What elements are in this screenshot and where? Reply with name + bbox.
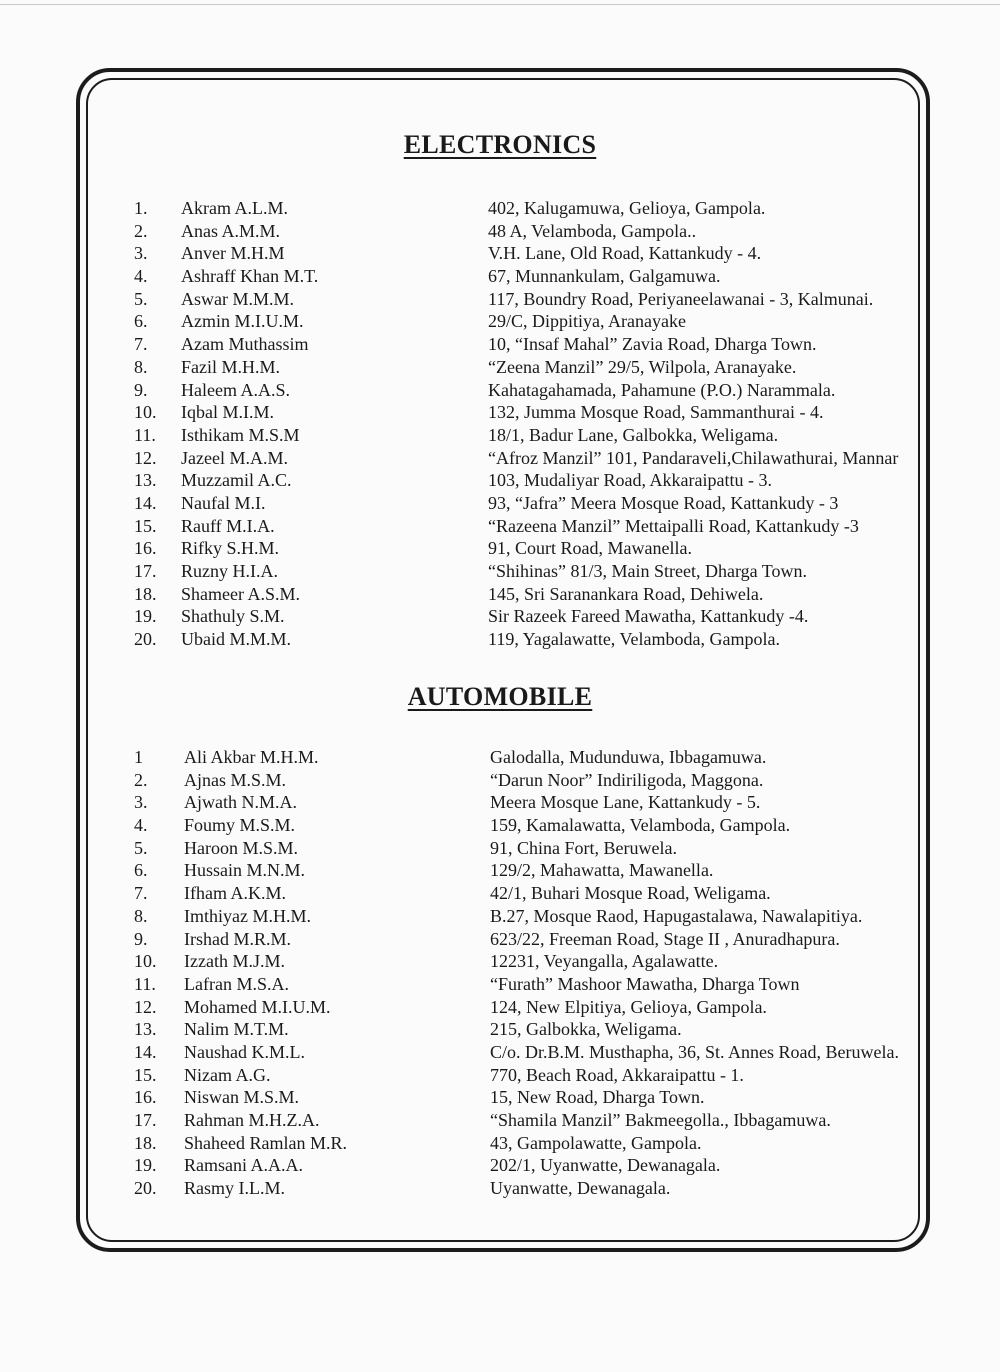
list-item <box>0 356 1000 379</box>
list-item <box>0 537 1000 560</box>
list-item-number: 11. <box>134 973 156 994</box>
list-item-address: 29/C, Dippitiya, Aranayake <box>488 311 686 332</box>
list-item-number: 1. <box>134 198 148 218</box>
list-item <box>0 197 1000 220</box>
list-item-address: 132, Jumma Mosque Road, Sammanthurai - 4. <box>488 402 824 423</box>
list-item-name: Nalim M.T.M. <box>184 1019 289 1040</box>
list-item <box>0 605 1000 628</box>
list-item <box>0 996 1000 1019</box>
list-item-number: 20. <box>134 1178 157 1199</box>
list-item-address: 43, Gampolawatte, Gampola. <box>490 1132 702 1153</box>
list-item-address: C/o. Dr.B.M. Musthapha, 36, St. Annes Road, Beruwela. <box>490 1041 899 1062</box>
list-item-number: 12. <box>134 996 157 1017</box>
electronics-list <box>0 197 1000 651</box>
list-item-address: Galodalla, Mudunduwa, Ibbagamuwa. <box>490 747 767 767</box>
list-item-address: “Afroz Manzil” 101, Pandaraveli,Chilawathurai, Mannar <box>488 447 899 468</box>
list-item-address: V.H. Lane, Old Road, Kattankudy - 4. <box>488 243 762 264</box>
list-item-number: 10. <box>134 402 157 423</box>
list-item-address: B.27, Mosque Raod, Hapugastalawa, Nawalapitiya. <box>490 905 863 926</box>
list-item-number: 2. <box>134 220 148 241</box>
list-item-name: Azam Muthassim <box>181 334 309 355</box>
list-item <box>0 1132 1000 1155</box>
list-item-address: “Darun Noor” Indiriligoda, Maggona. <box>490 769 764 790</box>
list-item-name: Imthiyaz M.H.M. <box>184 905 311 926</box>
list-item-name: Ifham A.K.M. <box>184 883 286 904</box>
list-item <box>0 379 1000 402</box>
list-item-name: Hussain M.N.M. <box>184 860 306 881</box>
list-item-address: “Razeena Manzil” Mettaipalli Road, Kattankudy -3 <box>488 515 859 536</box>
list-item-name: Shameer A.S.M. <box>181 583 300 604</box>
list-item <box>0 1177 1000 1200</box>
list-item-number: 12. <box>134 447 157 468</box>
list-item <box>0 515 1000 538</box>
list-item-number: 10. <box>134 951 157 972</box>
list-item-name: Anas A.M.M. <box>181 220 281 241</box>
list-item-name: Isthikam M.S.M <box>181 424 300 445</box>
list-item-number: 16. <box>134 538 157 559</box>
list-item <box>0 583 1000 606</box>
list-item-address: 91, Court Road, Mawanella. <box>488 538 692 559</box>
list-item-name: Foumy M.S.M. <box>184 815 296 836</box>
list-item <box>0 1018 1000 1041</box>
list-item-name: Aswar M.M.M. <box>181 288 295 309</box>
list-item <box>0 905 1000 928</box>
list-item-number: 9. <box>134 928 148 949</box>
list-item <box>0 814 1000 837</box>
list-item-number: 8. <box>134 356 148 377</box>
list-item-name: Irshad M.R.M. <box>184 928 291 949</box>
list-item-number: 16. <box>134 1087 157 1108</box>
section-heading-automobile: AUTOMOBILE <box>407 682 593 711</box>
list-item-address: Uyanwatte, Dewanagala. <box>490 1178 671 1199</box>
list-item <box>0 859 1000 882</box>
list-item-number: 6. <box>134 860 148 881</box>
list-item-address: 42/1, Buhari Mosque Road, Weligama. <box>490 883 771 904</box>
list-item-address: 770, Beach Road, Akkaraipattu - 1. <box>490 1064 744 1085</box>
list-item-address: 402, Kalugamuwa, Gelioya, Gampola. <box>488 198 766 218</box>
list-item-address: 12231, Veyangalla, Agalawatte. <box>490 951 719 972</box>
list-item <box>0 1064 1000 1087</box>
list-item-number: 14. <box>134 492 157 513</box>
list-item-address: Sir Razeek Fareed Mawatha, Kattankudy -4. <box>488 606 809 627</box>
list-item-number: 3. <box>134 792 148 813</box>
list-item-name: Haroon M.S.M. <box>184 837 299 858</box>
list-item-address: 159, Kamalawatta, Velamboda, Gampola. <box>490 815 791 836</box>
list-item <box>0 265 1000 288</box>
list-item-address: 117, Boundry Road, Periyaneelawanai - 3, Kalmunai. <box>488 288 874 309</box>
list-item-name: Niswan M.S.M. <box>184 1087 300 1108</box>
list-item-name: Nizam A.G. <box>184 1064 271 1085</box>
list-item-number: 4. <box>134 815 148 836</box>
list-item-address: Meera Mosque Lane, Kattankudy - 5. <box>490 792 761 813</box>
list-item <box>0 447 1000 470</box>
list-item-address: 15, New Road, Dharga Town. <box>490 1087 705 1108</box>
list-item <box>0 928 1000 951</box>
list-item-address: 124, New Elpitiya, Gelioya, Gampola. <box>490 996 767 1017</box>
list-item-name: Haleem A.A.S. <box>181 379 290 400</box>
list-item <box>0 1041 1000 1064</box>
list-item <box>0 310 1000 333</box>
list-item <box>0 769 1000 792</box>
list-item-name: Lafran M.S.A. <box>184 973 289 994</box>
list-item-name: Rauff M.I.A. <box>181 515 275 536</box>
list-item-name: Mohamed M.I.U.M. <box>184 996 331 1017</box>
list-item-number: 19. <box>134 606 157 627</box>
list-item-address: “Shamila Manzil” Bakmeegolla., Ibbagamuwa. <box>490 1110 831 1130</box>
list-item-number: 2. <box>134 769 148 790</box>
list-item <box>0 242 1000 265</box>
list-item <box>0 1086 1000 1109</box>
list-item-address: 623/22, Freeman Road, Stage II , Anuradhapura. <box>490 928 840 949</box>
list-item-address: 48 A, Velamboda, Gampola.. <box>488 220 697 241</box>
list-item-name: Akram A.L.M. <box>181 198 288 218</box>
list-item-number: 19. <box>134 1155 157 1176</box>
list-item <box>0 424 1000 447</box>
list-item-name: Ubaid M.M.M. <box>181 629 292 650</box>
list-item-name: Fazil M.H.M. <box>181 356 280 377</box>
list-item-name: Ruzny H.I.A. <box>181 561 278 581</box>
list-item-name: Shaheed Ramlan M.R. <box>184 1132 347 1153</box>
list-item-number: 4. <box>134 266 148 287</box>
list-item-name: Ramsani A.A.A. <box>184 1155 303 1176</box>
list-item <box>0 791 1000 814</box>
list-item <box>0 220 1000 243</box>
list-item-address: Kahatagahamada, Pahamune (P.O.) Narammala. <box>488 379 836 400</box>
list-item <box>0 560 1000 583</box>
list-item <box>0 882 1000 905</box>
list-item-number: 3. <box>134 243 148 264</box>
list-item-name: Rifky S.H.M. <box>181 538 280 559</box>
list-item-name: Iqbal M.I.M. <box>181 402 274 423</box>
list-item-address: “Furath” Mashoor Mawatha, Dharga Town <box>490 973 800 994</box>
list-item-number: 18. <box>134 1132 157 1153</box>
list-item <box>0 973 1000 996</box>
list-item <box>0 469 1000 492</box>
list-item-name: Ali Akbar M.H.M. <box>184 747 319 767</box>
list-item-address: 18/1, Badur Lane, Galbokka, Weligama. <box>488 424 779 445</box>
list-item-address: “Shihinas” 81/3, Main Street, Dharga Town. <box>488 561 808 581</box>
list-item-number: 17. <box>134 1110 157 1130</box>
list-item-number: 20. <box>134 629 157 650</box>
list-item-number: 6. <box>134 311 148 332</box>
list-item-address: “Zeena Manzil” 29/5, Wilpola, Aranayake. <box>488 356 797 377</box>
list-item-number: 7. <box>134 883 148 904</box>
list-item-address: 145, Sri Saranankara Road, Dehiwela. <box>488 583 764 604</box>
list-item-number: 17. <box>134 561 157 581</box>
list-item-number: 18. <box>134 583 157 604</box>
list-item-address: 91, China Fort, Beruwela. <box>490 837 677 858</box>
list-item <box>0 628 1000 651</box>
list-item-number: 13. <box>134 470 157 491</box>
list-item <box>0 1109 1000 1132</box>
list-item-name: Naushad K.M.L. <box>184 1041 305 1062</box>
list-item-name: Rahman M.H.Z.A. <box>184 1110 320 1130</box>
list-item-number: 5. <box>134 837 148 858</box>
list-item <box>0 401 1000 424</box>
list-item-name: Anver M.H.M <box>181 243 285 264</box>
list-item-number: 1 <box>134 747 143 767</box>
list-item-name: Ajnas M.S.M. <box>184 769 287 790</box>
list-item-address: 67, Munnankulam, Galgamuwa. <box>488 266 721 287</box>
list-item-address: 215, Galbokka, Weligama. <box>490 1019 682 1040</box>
list-item-address: 119, Yagalawatte, Velamboda, Gampola. <box>488 629 780 650</box>
list-item-number: 14. <box>134 1041 157 1062</box>
list-item-address: 129/2, Mahawatta, Mawanella. <box>490 860 714 881</box>
list-item <box>0 746 1000 769</box>
list-item-number: 13. <box>134 1019 157 1040</box>
list-item-number: 7. <box>134 334 148 355</box>
list-item-name: Izzath M.J.M. <box>184 951 285 972</box>
list-item-address: 93, “Jafra” Meera Mosque Road, Kattankudy - 3 <box>488 492 839 513</box>
list-item <box>0 333 1000 356</box>
list-item-number: 15. <box>134 515 157 536</box>
list-item <box>0 1154 1000 1177</box>
list-item-name: Shathuly S.M. <box>181 606 285 627</box>
list-item-name: Naufal M.I. <box>181 492 266 513</box>
list-item-name: Muzzamil A.C. <box>181 470 292 491</box>
section-heading-electronics: ELECTRONICS <box>403 130 597 159</box>
list-item-number: 5. <box>134 288 148 309</box>
list-item-number: 9. <box>134 379 148 400</box>
page-top-rule <box>0 4 1000 5</box>
list-item-name: Azmin M.I.U.M. <box>181 311 304 332</box>
list-item-address: 202/1, Uyanwatte, Dewanagala. <box>490 1155 721 1176</box>
list-item <box>0 492 1000 515</box>
list-item-address: 10, “Insaf Mahal” Zavia Road, Dharga Town. <box>488 334 817 355</box>
list-item <box>0 837 1000 860</box>
list-item-number: 8. <box>134 905 148 926</box>
list-item-number: 11. <box>134 424 156 445</box>
list-item-number: 15. <box>134 1064 157 1085</box>
list-item-name: Rasmy I.L.M. <box>184 1178 285 1199</box>
list-item-name: Jazeel M.A.M. <box>181 447 288 468</box>
list-item-address: 103, Mudaliyar Road, Akkaraipattu - 3. <box>488 470 772 491</box>
list-item-name: Ashraff Khan M.T. <box>181 266 319 287</box>
list-item-name: Ajwath N.M.A. <box>184 792 297 813</box>
automobile-list <box>0 746 1000 1200</box>
list-item <box>0 288 1000 311</box>
list-item <box>0 950 1000 973</box>
